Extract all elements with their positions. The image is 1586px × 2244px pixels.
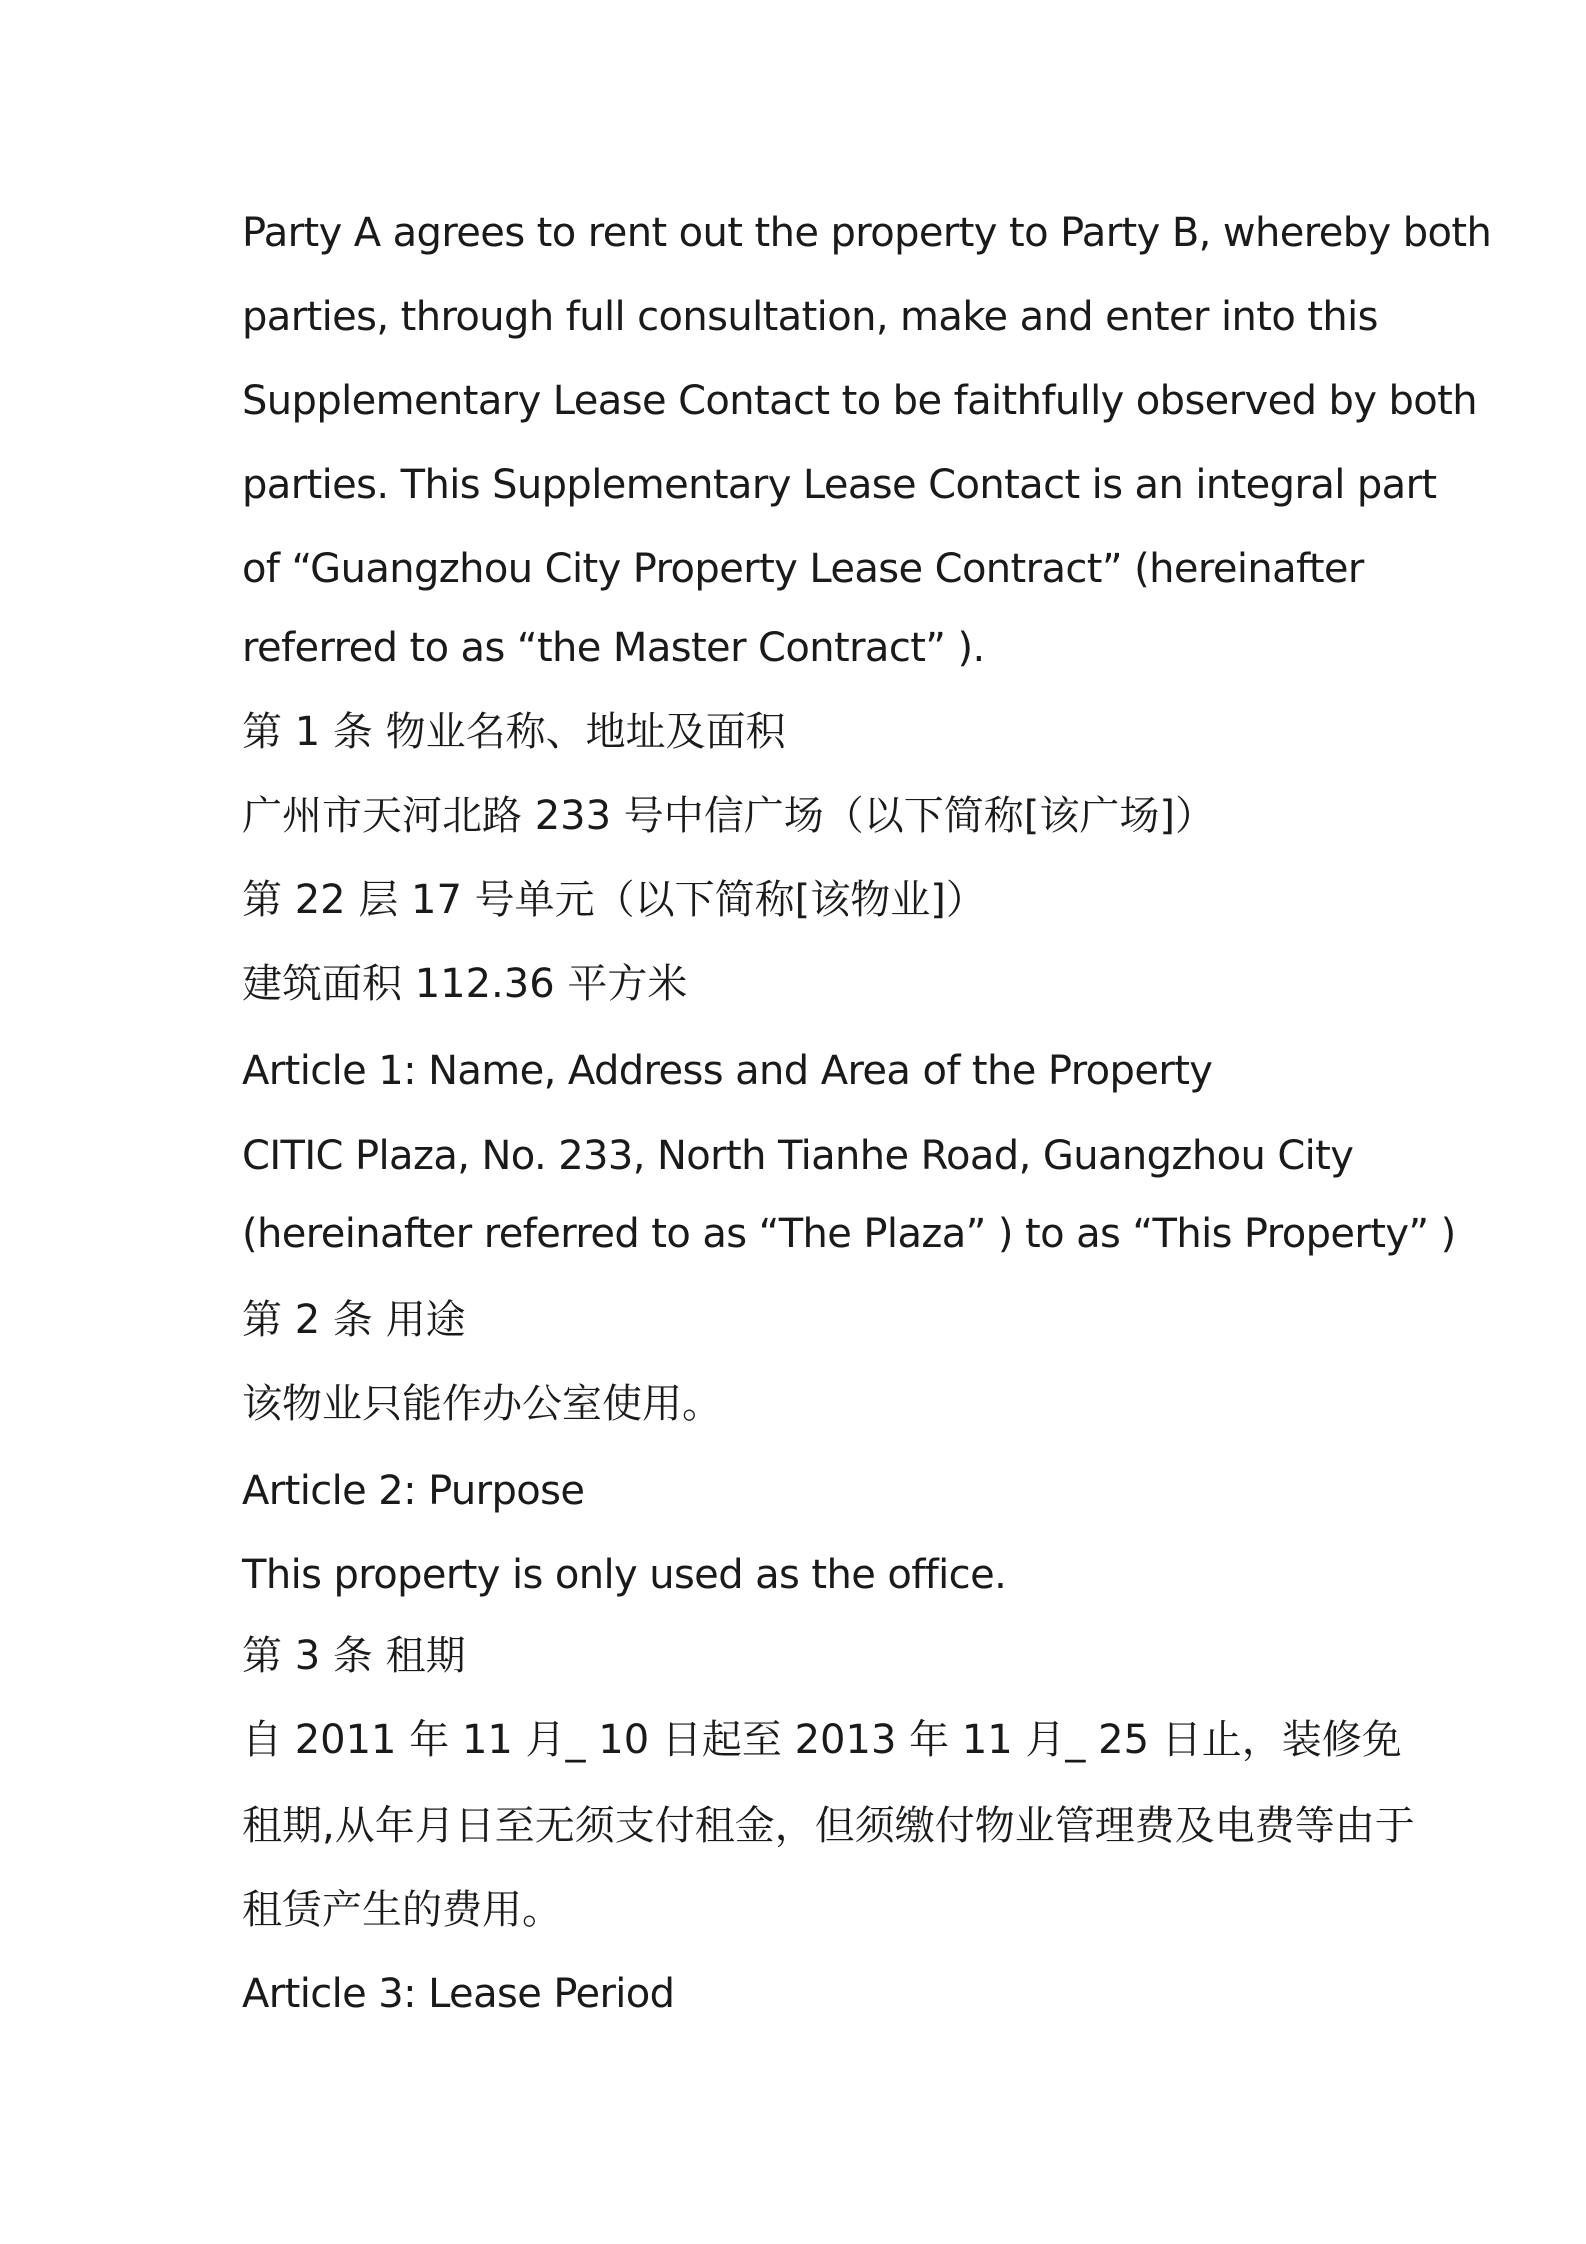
article1-en-reference: (hereinafter referred to as “The Plaza” ) to as “This Property” ) (242, 1211, 1456, 1257)
intro-line-2: parties, through full consultation, make and enter into this (242, 294, 1378, 340)
intro-line-4: parties. This Supplementary Lease Contact is an integral part (242, 462, 1437, 508)
intro-line-6: referred to as “the Master Contract” ). (242, 625, 985, 671)
article3-zh-text-3: 租赁产生的费用。 (242, 1887, 562, 1933)
article1-en-heading: Article 1: Name, Address and Area of the Property (242, 1048, 1213, 1094)
intro-line-3: Supplementary Lease Contact to be faithfully observed by both (242, 378, 1478, 424)
article1-zh-address: 广州市天河北路 233 号中信广场（以下简称[该广场]） (242, 793, 1215, 839)
intro-line-1: Party A agrees to rent out the property to Party B, whereby both (242, 210, 1492, 256)
article2-zh-text: 该物业只能作办公室使用。 (242, 1381, 722, 1427)
intro-line-5: of “Guangzhou City Property Lease Contract” (hereinafter (242, 546, 1364, 592)
article3-en-heading: Article 3: Lease Period (242, 1971, 675, 2017)
article1-en-address: CITIC Plaza, No. 233, North Tianhe Road, Guangzhou City (242, 1133, 1354, 1179)
article3-zh-text-2: 租期,从年月日至无须支付租金，但须缴付物业管理费及电费等由于 (242, 1803, 1415, 1849)
article1-zh-heading: 第 1 条 物业名称、地址及面积 (242, 709, 786, 755)
article2-zh-heading: 第 2 条 用途 (242, 1297, 466, 1343)
article2-en-heading: Article 2: Purpose (242, 1468, 585, 1514)
article1-zh-area: 建筑面积 112.36 平方米 (242, 961, 688, 1007)
article3-zh-heading: 第 3 条 租期 (242, 1633, 466, 1679)
article1-zh-unit: 第 22 层 17 号单元（以下简称[该物业]） (242, 877, 986, 923)
article3-zh-text-1: 自 2011 年 11 月_ 10 日起至 2013 年 11 月_ 25 日止，装修免 (242, 1717, 1402, 1763)
article2-en-text: This property is only used as the office. (242, 1552, 1007, 1598)
